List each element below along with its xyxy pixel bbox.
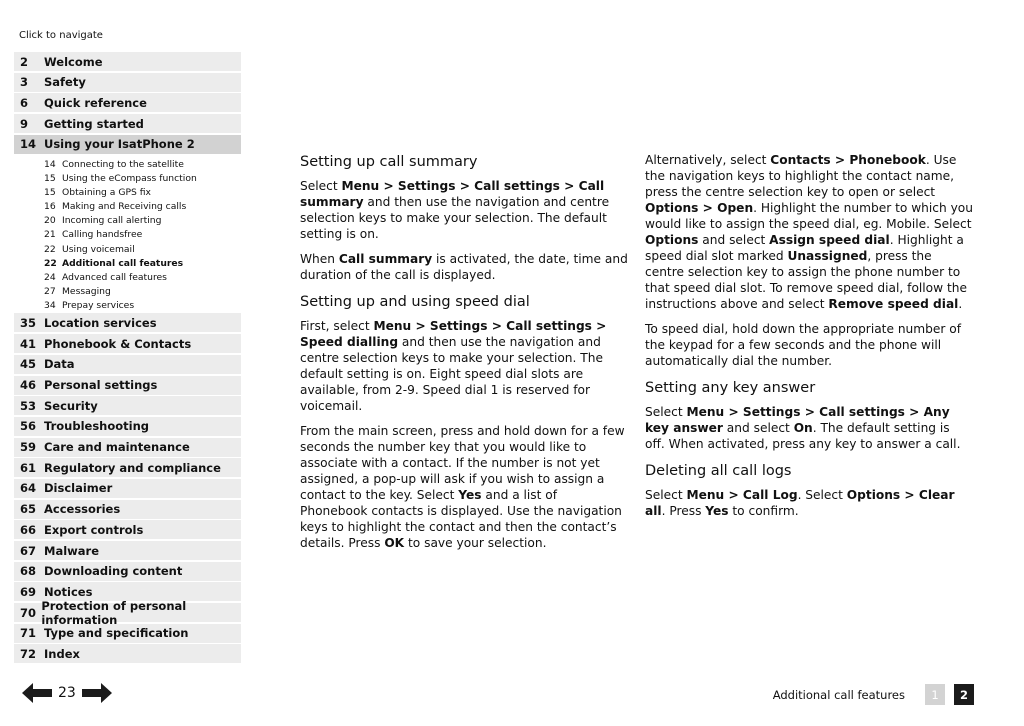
menu-path-text: Yes [458, 488, 482, 502]
menu-path-text: Unassigned [787, 249, 868, 263]
paragraph [300, 423, 628, 551]
page-navigation [22, 683, 112, 703]
toc-item-label: Data [44, 357, 75, 372]
toc-subitem-label: Prepay services [62, 299, 135, 311]
nav-hint: Click to navigate [19, 30, 103, 41]
toc-item-page: 9 [20, 116, 29, 131]
toc-item-label: Quick reference [44, 95, 147, 110]
toc-item-page: 72 [20, 646, 37, 661]
toc-subitem-label: Obtaining a GPS fix [62, 187, 151, 199]
menu-path-text: Assign speed dial [769, 233, 890, 247]
toc-item-page: 66 [20, 522, 37, 537]
section-footer [773, 684, 974, 705]
toc-item[interactable] [14, 417, 241, 436]
text-run: is activated, the date, time and duration of the call is displayed. [300, 252, 628, 282]
paragraph [300, 178, 628, 242]
toc-subitem[interactable] [14, 172, 241, 186]
paragraph [645, 321, 973, 369]
toc-subitem-label: Using voicemail [62, 243, 135, 255]
toc-item-page: 6 [20, 95, 29, 110]
toc-item-label: Welcome [44, 54, 103, 69]
paragraph [645, 487, 973, 519]
menu-path-text: Menu > Settings > Call settings > Call summary [300, 179, 605, 209]
toc-subitem-list [14, 155, 241, 313]
toc-item-label: Phonebook & Contacts [44, 336, 192, 351]
page-box-1[interactable]: 1 [925, 684, 945, 705]
paragraph [300, 318, 628, 414]
menu-path-text: OK [384, 536, 405, 550]
previous-page-arrow-icon[interactable] [22, 683, 52, 703]
toc-item[interactable] [14, 313, 241, 332]
paragraph [645, 404, 973, 452]
toc-item[interactable] [14, 598, 241, 627]
toc-subitem-label: Calling handsfree [62, 229, 143, 241]
toc-subitem[interactable] [14, 186, 241, 200]
toc-item-label: Regulatory and compliance [44, 460, 221, 475]
toc-subitem-page: 27 [44, 285, 56, 297]
toc-item-page: 71 [20, 626, 37, 641]
toc-subitem-label: Additional call features [62, 257, 184, 269]
text-run: When [300, 252, 339, 266]
toc-subitem-page: 22 [44, 243, 56, 255]
text-run: . Highlight a speed dial slot marked [645, 233, 964, 263]
toc-item-label: Type and specification [44, 626, 189, 641]
toc-item[interactable] [14, 562, 241, 581]
menu-path-text: Options > Clear all [645, 488, 955, 518]
toc-item-label: Security [44, 398, 98, 413]
toc-item-label: Index [44, 646, 80, 661]
page-number: 23 [58, 685, 76, 701]
toc-item[interactable] [14, 624, 241, 643]
toc-item-page: 69 [20, 584, 37, 599]
toc-subitem[interactable] [14, 200, 241, 214]
text-run: to confirm. [728, 504, 799, 518]
toc-subitem-label: Messaging [62, 285, 111, 297]
toc-item-page: 70 [20, 605, 37, 620]
menu-path-text: Options [645, 233, 699, 247]
toc-subitem[interactable] [14, 157, 241, 171]
toc-item[interactable] [14, 376, 241, 395]
toc-item-label: Getting started [44, 116, 144, 131]
toc-item-page: 41 [20, 336, 37, 351]
text-run: and select [722, 421, 794, 435]
toc-item-page: 53 [20, 398, 37, 413]
toc-subitem[interactable] [14, 270, 241, 284]
text-run: First, select [300, 319, 374, 333]
toc-subitem-label: Advanced call features [62, 271, 167, 283]
toc-subitem-page: 21 [44, 229, 56, 241]
toc-item-page: 65 [20, 502, 37, 517]
text-run: . Highlight the number to which you would like to assign the speed dial, eg. Mobile. Select [645, 201, 973, 231]
text-run: and then use the navigation and centre selection keys to make your selection. The default setting is on. Eight speed dial slots are available, from 2-9. Speed dial 1 is reserved for voicemail. [300, 335, 603, 413]
toc-item[interactable] [14, 93, 241, 112]
toc-item-label: Using your IsatPhone 2 [44, 137, 195, 152]
menu-path-text: Call summary [338, 252, 433, 266]
text-run: Alternatively, select [645, 153, 771, 167]
menu-path-text: Menu > Settings > Call settings > Speed dialling [300, 319, 607, 349]
text-run: . Use the navigation keys to highlight the contact name, press the centre selection key to open or select [645, 153, 957, 199]
toc-item-page: 68 [20, 564, 37, 579]
toc-item-page: 67 [20, 543, 37, 558]
toc-item[interactable] [14, 334, 241, 353]
content-column-left [300, 152, 628, 560]
toc-item-label: Location services [44, 315, 157, 330]
toc-item-active[interactable] [14, 135, 241, 154]
toc-item-label: Disclaimer [44, 481, 113, 496]
text-run: To speed dial, hold down the appropriate number of the keypad for a few seconds and the phone will automatically dial the number. [645, 322, 962, 368]
toc-item-label: Personal settings [44, 378, 158, 393]
toc-subitem-page: 20 [44, 215, 56, 227]
content-column-right [645, 152, 973, 528]
menu-path-text: On [793, 421, 813, 435]
next-page-arrow-icon[interactable] [82, 683, 112, 703]
toc-item[interactable] [14, 500, 241, 519]
toc-item[interactable] [14, 644, 241, 663]
toc-item-label: Care and maintenance [44, 440, 190, 455]
toc-item[interactable] [14, 438, 241, 457]
toc-item[interactable] [14, 52, 241, 71]
section-heading: Setting any key answer [645, 380, 816, 396]
toc-item-page: 46 [20, 378, 37, 393]
toc-subitem[interactable] [14, 214, 241, 228]
toc-subitem[interactable] [14, 256, 241, 270]
text-run: . The default setting is off. When activated, press any key to answer a call. [645, 421, 961, 451]
toc-item-label: Troubleshooting [44, 419, 150, 434]
toc-subitem[interactable] [14, 298, 241, 312]
toc-item-page: 45 [20, 357, 37, 372]
toc-item-page: 3 [20, 75, 29, 90]
toc-item[interactable] [14, 114, 241, 133]
text-run: Select [645, 405, 687, 419]
section-name: Additional call features [772, 687, 905, 702]
menu-path-text: Remove speed dial [828, 297, 959, 311]
toc-item-label: Notices [44, 584, 93, 599]
text-run: From the main screen, press and hold down for a few seconds the number key that you would like to associate with a contact. If the number is not yet assigned, a pop-up will ask if you wish to assign a contact to the key. Select [300, 424, 625, 502]
toc-item[interactable] [14, 479, 241, 498]
toc-item-label: Malware [44, 543, 100, 558]
menu-path-text: Menu > Call Log [686, 488, 798, 502]
toc-item-label: Downloading content [44, 564, 183, 579]
toc-item-label: Safety [44, 75, 86, 90]
toc-item[interactable] [14, 458, 241, 477]
toc-subitem-page: 15 [44, 173, 56, 185]
toc-subitem-page: 22 [44, 257, 57, 269]
toc-subitem-label: Using the eCompass function [62, 173, 197, 185]
section-heading: Setting up and using speed dial [300, 294, 530, 310]
menu-path-text: Menu > Settings > Call settings > Any key answer [645, 405, 950, 435]
toc-item-page: 59 [20, 440, 37, 455]
menu-path-text: Options > Open [645, 201, 754, 215]
toc-item-page: 64 [20, 481, 37, 496]
toc-item[interactable] [14, 541, 241, 560]
text-run: . Press [661, 504, 706, 518]
toc-subitem-label: Incoming call alerting [62, 215, 162, 227]
text-run: Select [300, 179, 342, 193]
text-run: and a list of Phonebook contacts is displayed. Use the navigation keys to highlight the contact and then the contact’s details. Press [300, 488, 622, 550]
toc-subitem[interactable] [14, 284, 241, 298]
toc-subitem-page: 24 [44, 271, 56, 283]
text-run: . [958, 297, 963, 311]
toc-subitem-page: 14 [44, 158, 56, 170]
page-box-2[interactable]: 2 [954, 684, 974, 705]
toc-item-page: 14 [20, 137, 37, 152]
text-run: and then use the navigation and centre selection keys to make your selection. The default setting is on. [300, 195, 610, 241]
menu-path-text: Contacts > Phonebook [770, 153, 926, 167]
toc-item[interactable] [14, 73, 241, 92]
toc-item[interactable] [14, 520, 241, 539]
toc-item-page: 2 [20, 54, 29, 69]
toc-subitem-page: 15 [44, 187, 56, 199]
toc-item-page: 56 [20, 419, 37, 434]
toc-subitem-label: Connecting to the satellite [62, 158, 184, 170]
toc-item-page: 61 [20, 460, 37, 475]
paragraph [645, 152, 973, 312]
text-run: to save your selection. [404, 536, 547, 550]
toc-subitem-page: 34 [44, 299, 56, 311]
table-of-contents [14, 52, 241, 665]
toc-item-label: Accessories [44, 502, 121, 517]
toc-item[interactable] [14, 396, 241, 415]
toc-subitem-page: 16 [44, 201, 56, 213]
toc-item[interactable] [14, 355, 241, 374]
text-run: , press the centre selection key to assign the phone number to that speed dial slot. To remove speed dial, follow the instructions above and select [645, 249, 967, 311]
paragraph [300, 251, 628, 283]
toc-item-label: Export controls [44, 522, 144, 537]
section-heading: Setting up call summary [300, 154, 478, 170]
toc-subitem-label: Making and Receiving calls [62, 201, 187, 213]
toc-item-page: 35 [20, 315, 37, 330]
toc-subitem[interactable] [14, 228, 241, 242]
text-run: and select [698, 233, 770, 247]
section-heading: Deleting all call logs [645, 463, 792, 479]
menu-path-text: Yes [705, 504, 729, 518]
toc-item-label: Protection of personal information [41, 598, 187, 627]
toc-subitem[interactable] [14, 242, 241, 256]
text-run: . Select [797, 488, 847, 502]
text-run: Select [645, 488, 687, 502]
